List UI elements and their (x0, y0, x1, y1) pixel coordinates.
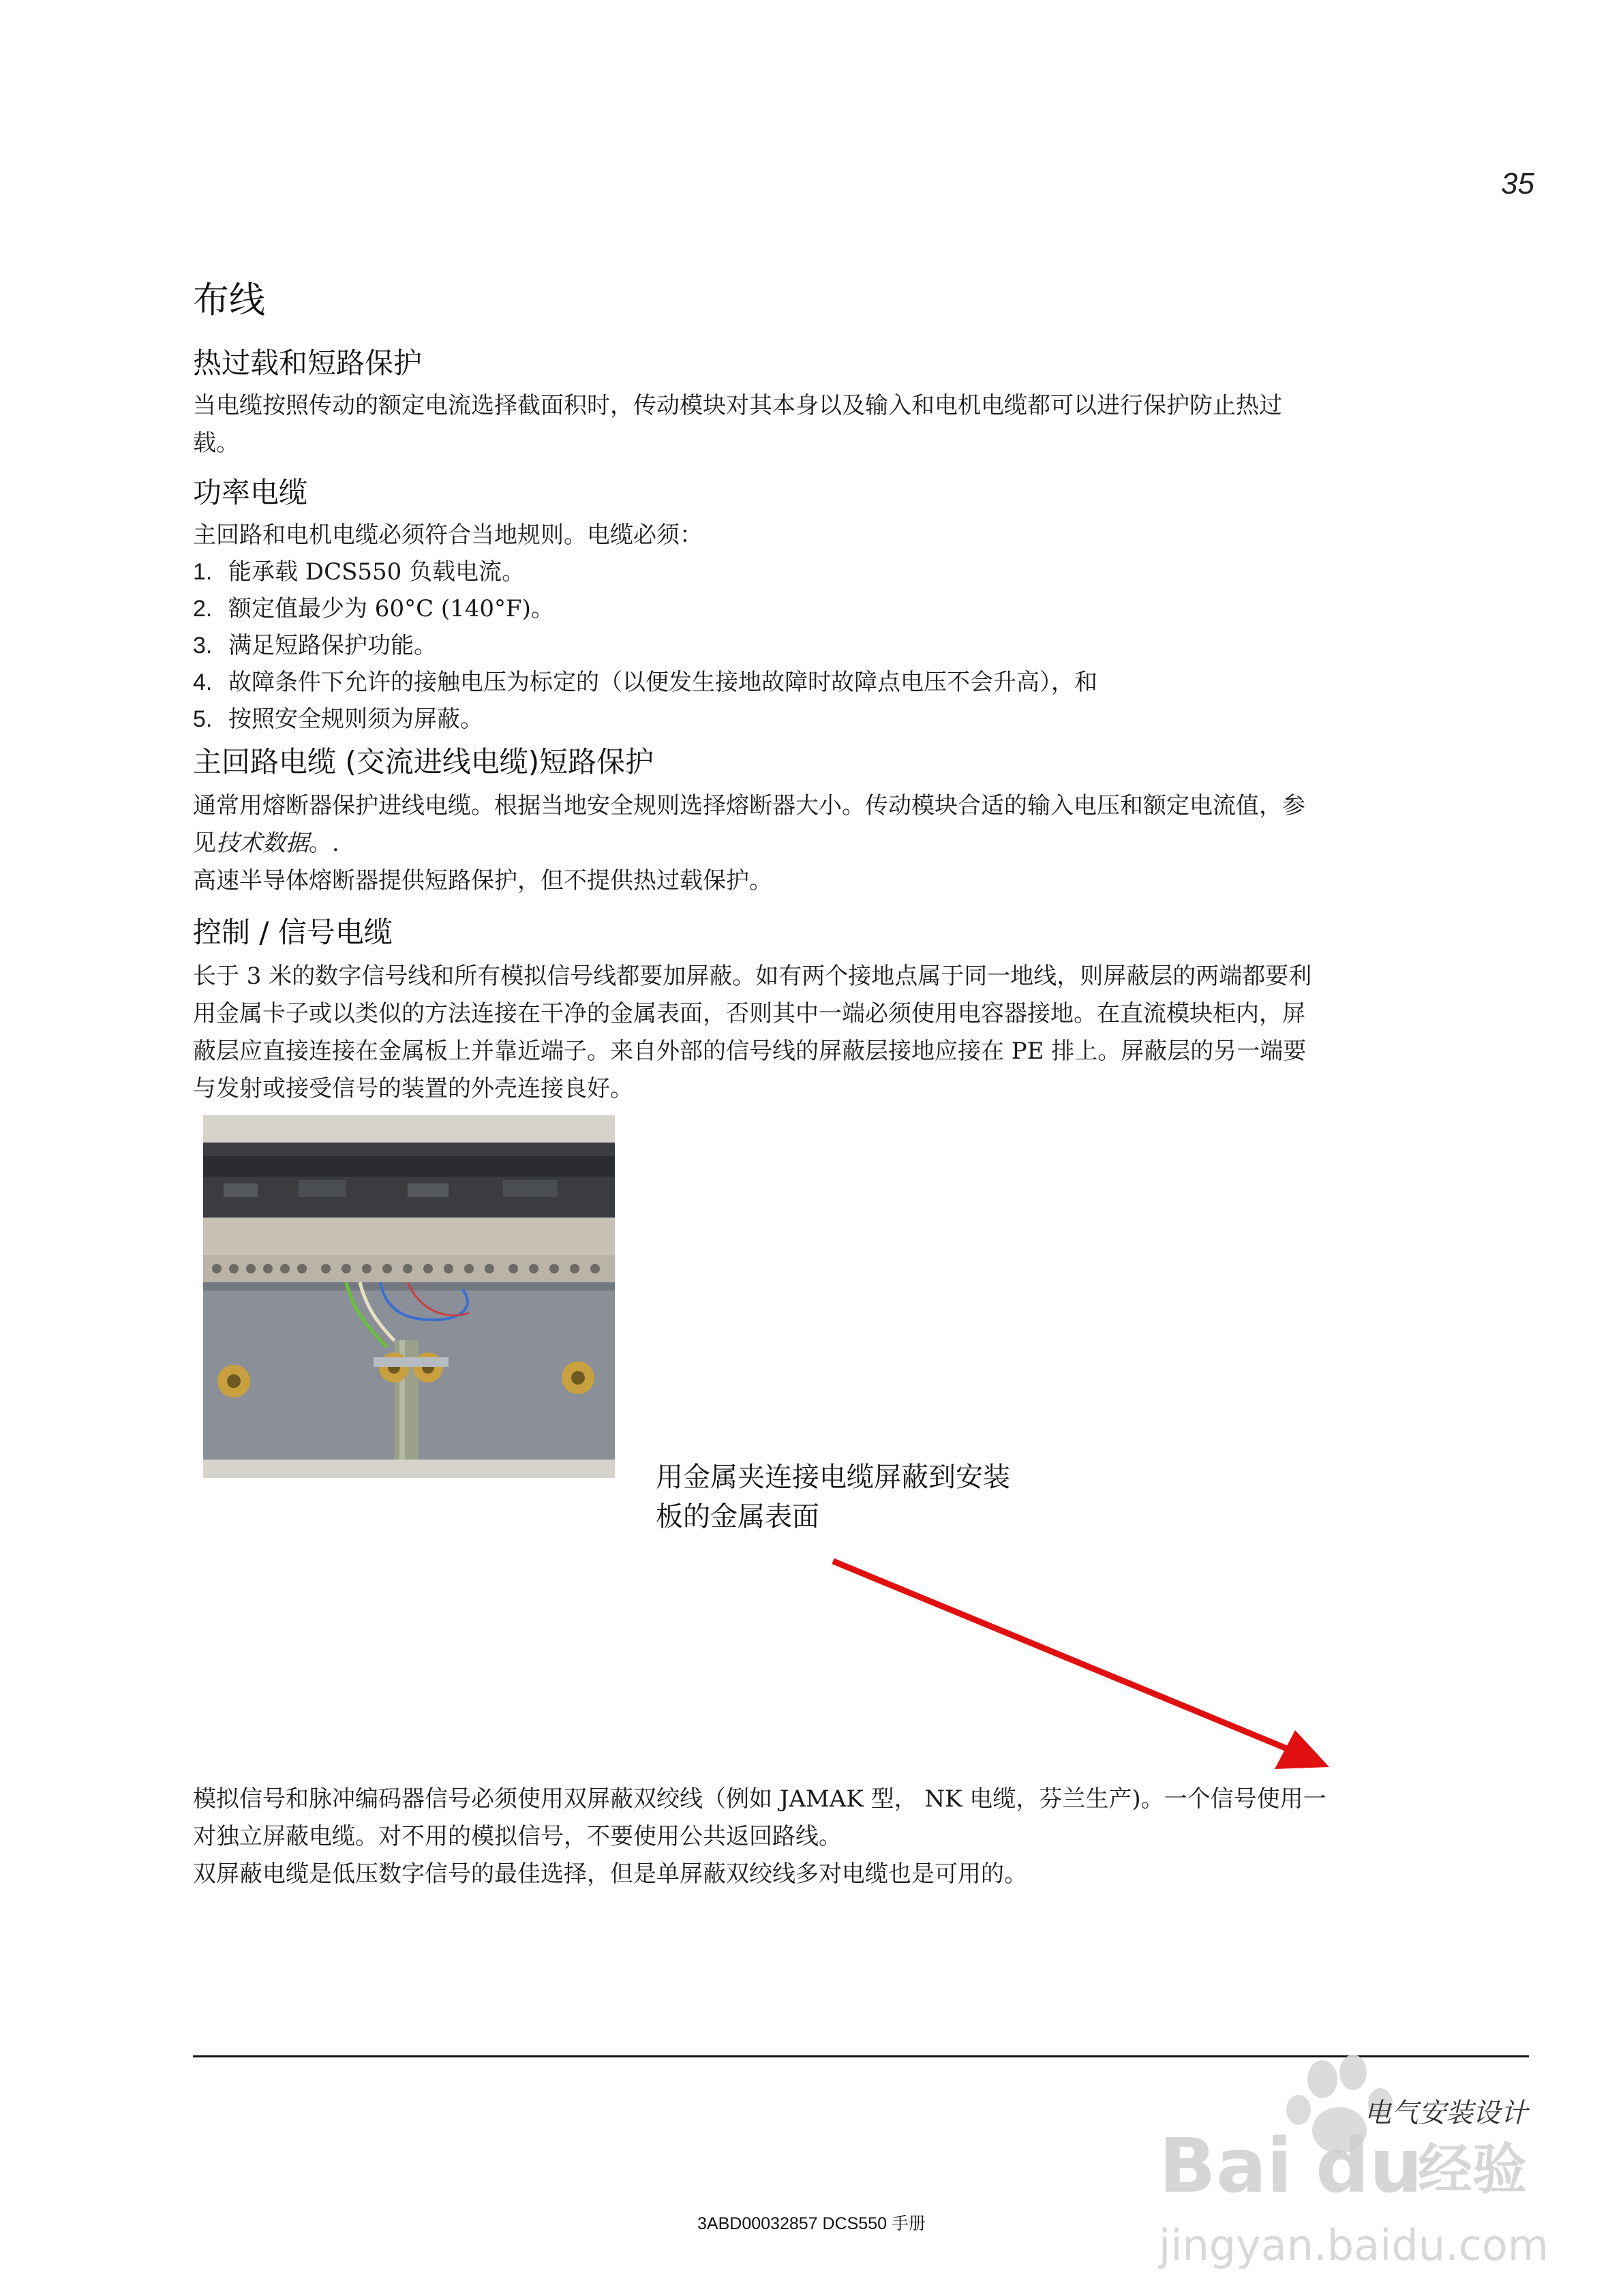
cable-shield-photo (203, 1115, 615, 1478)
list-number: 5. (193, 706, 213, 732)
footer-section-title: 电气安装设计 (1364, 2098, 1528, 2129)
paragraph-line (193, 825, 1522, 862)
red-arrow-icon (825, 1547, 1336, 1772)
page-title: 布线 (193, 280, 265, 321)
paragraph-main-circuit (193, 787, 1522, 900)
paragraph-thermal (193, 387, 1522, 462)
section-title-thermal: 热过载和短路保护 (193, 346, 423, 380)
paragraph-line: 载。 (193, 429, 239, 457)
list-text: 按照安全规则须为屏蔽。 (228, 706, 483, 733)
list-text: 额定值最少为 60°C (140°F)。 (228, 595, 554, 622)
svg-text:经验: 经验 (1418, 2138, 1527, 2201)
technical-data-reference: 技术数据 (216, 830, 309, 857)
paragraph-line: 与发射或接受信号的装置的外壳连接良好。 (193, 1075, 633, 1102)
list-text: 满足短路保护功能。 (228, 632, 437, 659)
paragraph-line: 高速半导体熔断器提供短路保护，但不提供热过载保护。 (193, 867, 772, 894)
power-requirements-list (193, 554, 1522, 738)
paragraph-line: 通常用熔断器保护进线电缆。根据当地安全规则选择熔断器大小。传动模块合适的输入电压和额定电流值，参 (193, 792, 1305, 819)
list-item (193, 554, 1522, 590)
list-text: 能承载 DCS550 负载电流。 (228, 558, 526, 586)
paragraph-line: 模拟信号和脉冲编码器信号必须使用双屏蔽双绞线（例如 JAMAK 型， NK 电缆，芬兰生产)。一个信号使用一 (193, 1785, 1326, 1813)
svg-text:jingyan.baidu.com: jingyan.baidu.com (1159, 2220, 1549, 2270)
text-suffix: 。. (309, 830, 339, 857)
section-title-main-circuit: 主回路电缆 (交流进线电缆)短路保护 (193, 745, 654, 779)
paragraph-power-intro: 主回路和电机电缆必须符合当地规则。电缆必须： (193, 522, 703, 549)
page-number: 35 (1501, 167, 1534, 200)
photo-caption (656, 1457, 1010, 1537)
paragraph-line: 双屏蔽电缆是低压数字信号的最佳选择，但是单屏蔽双绞线多对电缆也是可用的。 (193, 1860, 1027, 1888)
list-item (193, 701, 1522, 738)
list-number: 2. (193, 596, 213, 622)
watermark-logo (1145, 2052, 1554, 2277)
list-text: 故障条件下允许的接触电压为标定的（以便发生接地故障时故障点电压不会升高），和 (228, 669, 1097, 696)
list-number: 3. (193, 633, 213, 659)
paragraph-line: 当电缆按照传动的额定电流选择截面积时，传动模块对其本身以及输入和电机电缆都可以进行保护防止热过 (193, 392, 1282, 419)
section-title-control: 控制 / 信号电缆 (193, 916, 393, 949)
paragraph-analog (193, 1781, 1522, 1893)
caption-line: 用金属夹连接电缆屏蔽到安装 (656, 1462, 1010, 1493)
list-item (193, 590, 1522, 627)
list-number: 1. (193, 559, 213, 585)
footer-document-id: 3ABD00032857 DCS550 手册 (697, 2214, 926, 2233)
svg-text:Bai: Bai (1159, 2122, 1292, 2209)
section-title-power: 功率电缆 (193, 476, 308, 509)
paragraph-line: 蔽层应直接连接在金属板上并靠近端子。来自外部的信号线的屏蔽层接地应接在 PE 排上。屏蔽层的另一端要 (193, 1038, 1307, 1065)
paragraph-line: 长于 3 米的数字信号线和所有模拟信号线都要加屏蔽。如有两个接地点属于同一地线，则屏蔽层的两端都要利 (193, 963, 1312, 990)
paragraph-line: 对独立屏蔽电缆。对不用的模拟信号，不要使用公共返回路线。 (193, 1823, 842, 1850)
paragraph-line: 用金属卡子或以类似的方法连接在干净的金属表面，否则其中一端必须使用电容器接地。在直流模块柜内，屏 (193, 1000, 1305, 1027)
paragraph-control (193, 958, 1522, 1108)
svg-text:du: du (1316, 2122, 1423, 2209)
caption-line: 板的金属表面 (656, 1501, 819, 1532)
list-item (193, 627, 1522, 664)
list-number: 4. (193, 669, 213, 695)
list-item (193, 664, 1522, 701)
text-prefix: 见 (193, 830, 216, 857)
